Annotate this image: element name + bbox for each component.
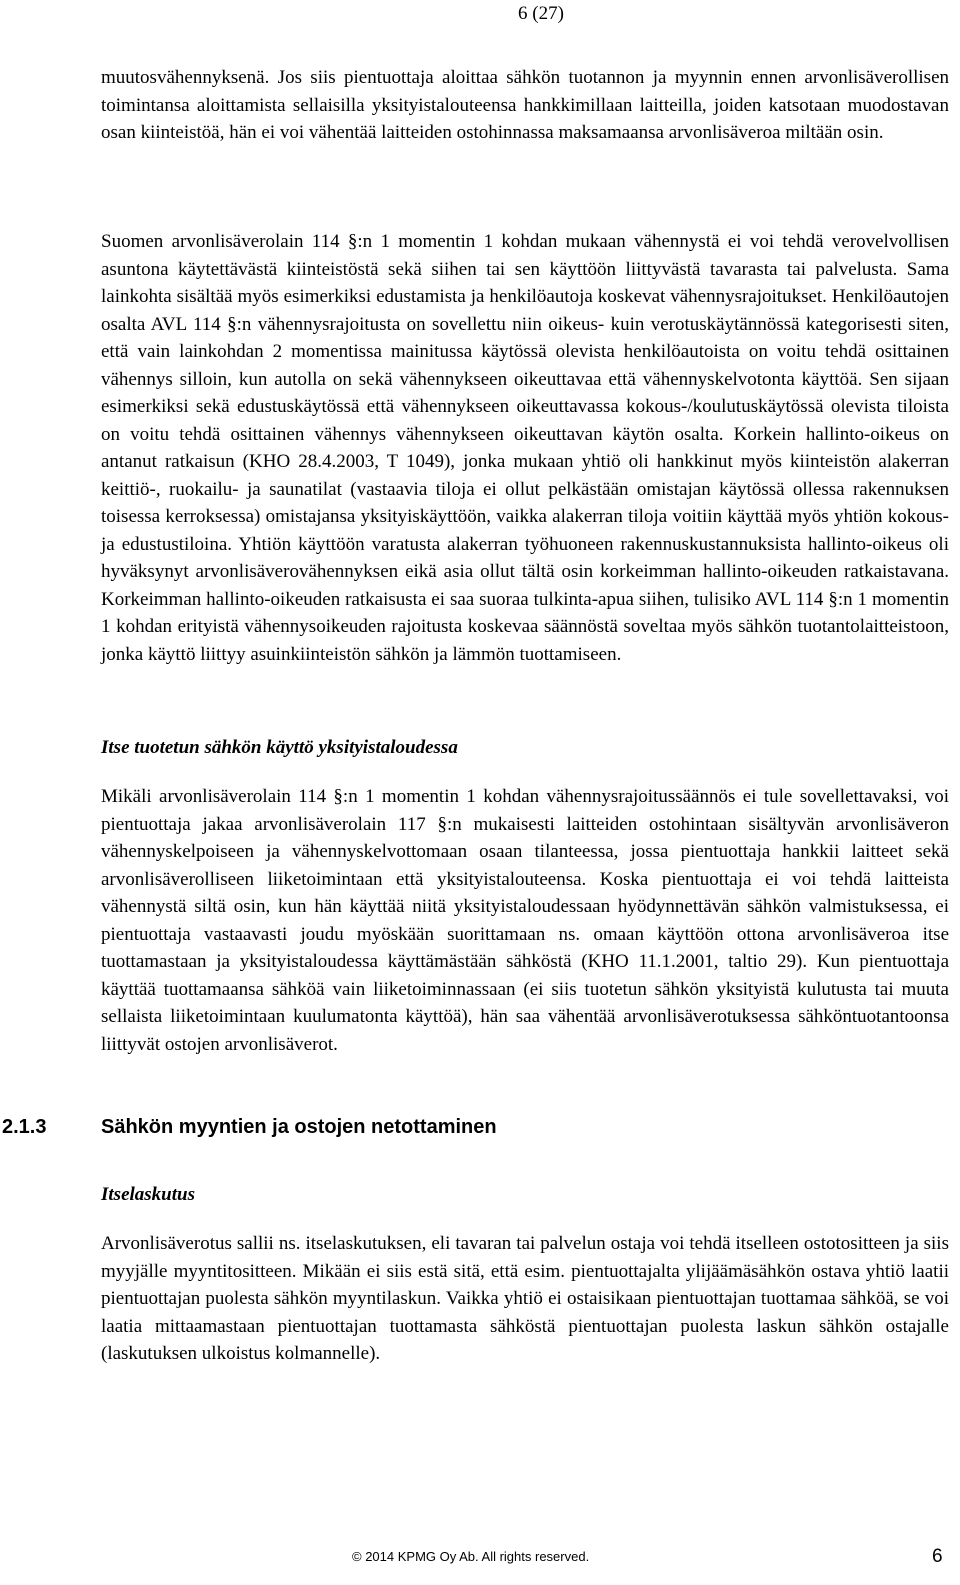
subheading-itse-tuotetun: Itse tuotetun sähkön käyttö yksityistaloudessa [101,737,458,758]
section-title: Sähkön myyntien ja ostojen netottaminen [101,1116,497,1138]
footer-page-number: 6 [932,1546,943,1567]
subheading-itselaskutus: Itselaskutus [101,1184,195,1205]
footer-copyright: © 2014 KPMG Oy Ab. All rights reserved. [352,1549,590,1564]
paragraph-1: muutosvähennyksenä. Jos siis pientuottaja aloittaa sähkön tuotannon ja myynnin ennen arvonlisäverollisen toimintansa aloittamista sellaisilla yksityistalouteensa hankkimillaan laitteilla, joiden katsotaan muodostavan osan kiinteistöä, hän ei voi vähentää laitteiden ostohinnassa maksamaansa arvonlisäveroa miltään osin. [101,67,949,143]
paragraph-4: Arvonlisäverotus sallii ns. itselaskutuksen, eli tavaran tai palvelun ostaja voi tehdä itselleen ostotositteen ja siis myyjälle myyntitositteen. Mikään ei siis estä sitä, että esim. pientuottajalta ylijäämäsähkön ostava yhtiö laatii pientuottajan puolesta sähkön myyntilaskun. Vaikka yhtiö ei ostaisikaan pientuottajan tuottamaa sähköä, se voi laatia mittaamastaan pientuottajan tuottamasta sähköstä pientuottajan puolesta laskun sähkön ostajalle (laskutuksen ulkoistus kolmannelle). [101,1233,949,1364]
section-number: 2.1.3 [2,1116,47,1138]
paragraph-2: Suomen arvonlisäverolain 114 §:n 1 momentin 1 kohdan mukaan vähennystä ei voi tehdä verovelvollisen asuntona käytettävästä kiinteistöstä sekä siihen tai sen käyttöön liittyvästä tavarasta tai palvelusta. Sama lainkohta sisältää myös esimerkiksi edustamista ja henkilöautoja koskevat vähennysrajoitukset. Henkilöautojen osalta AVL 114 §:n vähennysrajoitusta on sovellettu niin oikeus- kuin verotuskäytännössä kategorisesti siten, että vain lainkohdan 2 momentissa mainitussa käytössä olevista henkilöautoista on voitu tehdä osittainen vähennys silloin, kun autolla on sekä vähennykseen oikeuttavaa että vähennyskelvotonta käyttöä. Sen sijaan esimerkiksi sekä edustuskäytössä että vähennykseen oikeuttavassa kokous-/koulutuskäytössä olevista tiloista on voitu tehdä osittainen vähennys vähennykseen oikeuttavan käytön osalta. Korkein hallinto-oikeus on antanut ratkaisun (KHO 28.4.2003, T 1049), jonka mukaan yhtiö oli hankkinut myös kiinteistön alakerran keittiö-, ruokailu- ja saunatilat (vastaavia tiloja ei ollut pelkästään omistajan käytössä ollessa rakennuksen toisessa kerroksessa) omistajansa yksityiskäyttöön, vaikka alakerran tiloja voitiin käyttää myös yhtiön kokous- ja edustustiloina. Yhtiön käyttöön varatusta alakerran työhuoneen rakennuskustannuksista hallinto-oikeus oli hyväksynyt arvonlisäverovähennyksen eikä asia ollut tältä osin korkeimman hallinto-oikeuden ratkaistavana. Korkeimman hallinto-oikeuden ratkaisusta ei saa suoraa tulkinta-apua siihen, tulisiko AVL 114 §:n 1 momentin 1 kohdan erityistä vähennysoikeuden rajoitusta koskevaa säännöstä soveltaa myös sähkön tuotantolaitteistoon, jonka käyttö liittyy asuinkiinteistön sähkön ja lämmön tuottamiseen. [101,231,949,665]
paragraph-3: Mikäli arvonlisäverolain 114 §:n 1 momentin 1 kohdan vähennysrajoitussäännös ei tule sovellettavaksi, voi pientuottaja jakaa arvonlisäverolain 117 §:n mukaisesti laitteiden ostohintaan sisältyvän arvonlisäveron vähennyskelpoiseen ja vähennyskelvottomaan osaan tilanteessa, jossa pientuottaja hankkii laitteet sekä arvonlisäverolliseen liiketoimintaan että yksityistalouteensa. Koska pientuottaja ei voi tehdä laitteista vähennystä siltä osin, kun hän käyttää niitä yksityistaloudessaan hyödynnettävän sähkön valmistuksessa, ei pientuottaja vastaavasti joudu myöskään suorittamaan ns. omaan käyttöön ottona arvonlisäveroa itse tuottamastaan ja yksityistaloudessa käyttämästään sähköstä (KHO 11.1.2001, taltio 29). Kun pientuottaja käyttää tuottamaansa sähköä vain liiketoiminnassaan (ei siis tuotetun sähkön yksityistä kulutusta tai muuta sellaista liiketoimintaan kuulumatonta käyttöä), hän saa vähentää arvonlisäverotuksessa sähköntuotantoonsa liittyvät ostojen arvonlisäverot. [101,786,949,1055]
page-number-header: 6 (27) [518,3,564,24]
section-heading [2,1115,497,1139]
